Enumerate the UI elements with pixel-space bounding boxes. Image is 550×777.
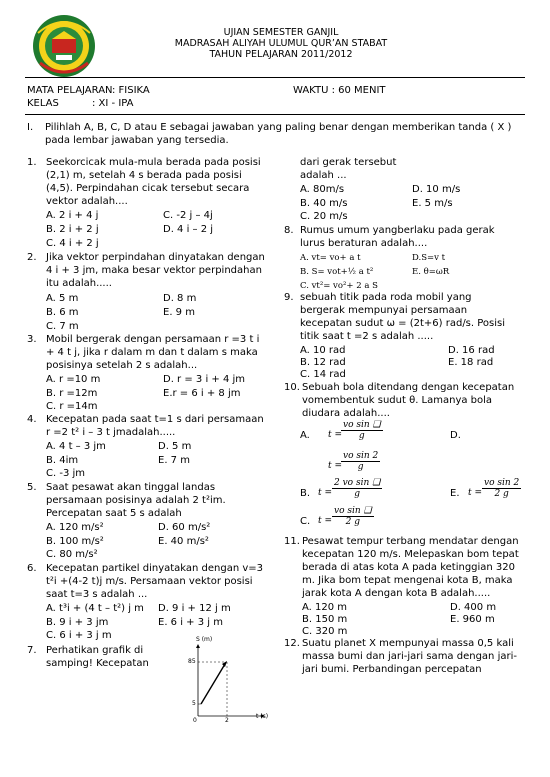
question-text: t²i +(4-2 t)j m/s. Persamaan vektor posisi <box>46 576 253 587</box>
question-text: Mobil bergerak dengan persamaan r =3 t i <box>46 334 260 345</box>
exam-title: UJIAN SEMESTER GANJIL <box>223 27 339 38</box>
option-e: E. 960 m <box>450 614 495 625</box>
header-divider <box>25 77 525 78</box>
time-label: WAKTU : 60 MENIT <box>293 85 386 96</box>
option-a: A. 5 m <box>46 293 79 304</box>
option-e: E. 9 m <box>163 307 195 318</box>
option-e: E. 40 m/s² <box>158 536 209 547</box>
question-number: 6. <box>27 563 37 574</box>
option-c: C. <box>300 516 311 527</box>
formula-d <box>341 451 380 472</box>
option-c: C. 20 m/s <box>300 211 348 222</box>
graph-x-tick: 2 <box>225 717 229 724</box>
option-c: C. 80 m/s² <box>46 549 98 560</box>
option-b: B. r =12m <box>46 388 98 399</box>
school-name: MADRASAH ALIYAH ULUMUL QUR’AN STABAT <box>174 38 388 49</box>
option-d: D.S=v t <box>412 253 446 263</box>
option-a: A. r =10 m <box>46 374 101 385</box>
option-c: C. -2 j – 4j <box>163 210 213 221</box>
question-text: kecepatan 120 m/s. Melepaskan bom tepat <box>302 549 519 560</box>
option-e: E.r = 6 i + 8 jm <box>163 388 241 399</box>
question-number: 7. <box>27 645 37 656</box>
formula-denominator: 2 g <box>494 489 509 499</box>
formula-numerator: vo sin 2 <box>343 451 379 461</box>
option-d: D. 9 i + 12 j m <box>158 603 231 614</box>
question-text: Sebuah bola ditendang dengan kecepatan <box>302 382 515 393</box>
info-divider <box>25 114 525 115</box>
option-a: A. t³i + (4 t – t²) j m <box>46 603 144 614</box>
option-b: B. S= vot+½ a t² <box>300 267 374 277</box>
question-number: 3. <box>27 334 37 345</box>
option-d: D. 5 m <box>158 441 192 452</box>
question-text: persamaan posisinya adalah 2 t²im. <box>46 495 226 506</box>
equation-lhs: t = <box>328 430 343 440</box>
option-e: E. 7 m <box>158 455 190 466</box>
instruction-line: Pilihlah A, B, C, D atau E sebagai jawaban yang paling benar dengan memberikan tanda ( X ) <box>45 122 512 133</box>
school-year: TAHUN PELAJARAN 2011/2012 <box>209 49 353 60</box>
formula-b <box>332 478 382 499</box>
question-number: 11. <box>284 536 300 547</box>
formula-a <box>341 420 383 441</box>
equation-lhs: t = <box>318 516 333 526</box>
option-e: E. θ=ωR <box>412 267 450 277</box>
option-a: A. 120 m <box>302 602 348 613</box>
option-b: B. 150 m <box>302 614 348 625</box>
equation-lhs: t = <box>318 488 333 498</box>
question-text: Pesawat tempur terbang mendatar dengan <box>302 536 519 547</box>
question-number: 12. <box>284 638 300 649</box>
class-value: : XI - IPA <box>92 98 134 109</box>
option-e: E. 18 rad <box>448 357 494 368</box>
question-text: vomembentuk sudut θ. Lamanya bola <box>302 395 493 406</box>
option-a: A. <box>300 430 310 441</box>
question-text: diudara adalah.... <box>302 408 390 419</box>
option-b: B. 12 rad <box>300 357 346 368</box>
option-b: B. 40 m/s <box>300 198 348 209</box>
question-text: dari gerak tersebut <box>300 157 397 168</box>
question-text: Kecepatan partikel dinyatakan dengan v=3 <box>46 563 264 574</box>
question-number: 9. <box>284 292 294 303</box>
question-text: + 4 t j, jika r dalam m dan t dalam s maka <box>46 347 258 358</box>
formula-denominator: 2 g <box>345 517 360 527</box>
question-text: jari bumi. Perbandingan percepatan <box>302 664 482 675</box>
question-number: 10. <box>284 382 300 393</box>
question-number: 4. <box>27 414 37 425</box>
option-b: B. 6 m <box>46 307 79 318</box>
question-text: Percepatan saat 5 s adalah <box>46 508 182 519</box>
option-d: D. <box>450 430 461 441</box>
equation-lhs: t = <box>468 488 483 498</box>
question-text: saat t=3 s adalah ... <box>46 589 148 600</box>
question-text: r =2 t² i – 3 t jmadalah..... <box>46 427 176 438</box>
formula-denominator: g <box>354 489 360 499</box>
option-b: B. <box>300 488 311 499</box>
question-text: Rumus umum yangberlaku pada gerak <box>300 225 495 236</box>
option-a: A. 10 rad <box>300 345 346 356</box>
option-c: C. 14 rad <box>300 369 346 380</box>
option-a: A. vt= vo+ a t <box>300 253 361 263</box>
school-logo <box>30 13 98 79</box>
option-e: C. 4 i + 2 j <box>46 238 99 249</box>
option-e: E. 5 m/s <box>412 198 453 209</box>
question-text: (2,1) m, setelah 4 s berada pada posisi <box>46 170 242 181</box>
question-text: Jika vektor perpindahan dinyatakan dengan <box>46 252 265 263</box>
option-d: D. 10 m/s <box>412 184 461 195</box>
question-text: adalah ... <box>300 170 347 181</box>
formula-numerator: vo sin 2 <box>484 478 520 488</box>
question-text: berada di atas kota A pada ketinggian 320 <box>302 562 516 573</box>
question-text: kecepatan sudut ω = (2t+6) rad/s. Posisi <box>300 318 506 329</box>
formula-denominator: g <box>357 462 364 472</box>
option-c: C. 7 m <box>46 321 79 332</box>
class-label: KELAS <box>27 98 59 109</box>
question-text: massa bumi dan jari-jari sama dengan jari- <box>302 651 517 662</box>
option-d: D. 8 m <box>163 293 197 304</box>
question-text: m. Jika bom tepat mengenai kota B, maka <box>302 575 513 586</box>
question-text: Seekorcicak mula-mula berada pada posisi <box>46 157 261 168</box>
question-text: lurus beraturan adalah.... <box>300 238 428 249</box>
option-b: B. 100 m/s² <box>46 536 104 547</box>
formula-c <box>332 506 374 527</box>
option-c: C. -3 jm <box>46 468 86 479</box>
option-a: A. 2 i + 4 j <box>46 210 99 221</box>
option-b: B. 4im <box>46 455 79 466</box>
question-text: vektor adalah.... <box>46 196 128 207</box>
question-text: itu adalah..... <box>46 278 112 289</box>
option-d: D. 4 i – 2 j <box>163 224 214 235</box>
option-c: C. 320 m <box>302 626 348 637</box>
graph-x-origin: 0 <box>193 717 197 724</box>
question-number: 8. <box>284 225 294 236</box>
question-number: 1. <box>27 157 37 168</box>
subject-value: : FISIKA <box>112 85 150 96</box>
formula-numerator: vo sin ❑ <box>343 420 381 430</box>
subject-label: MATA PELAJARAN <box>27 85 113 96</box>
instruction-number: I. <box>27 122 34 133</box>
option-d: D. 60 m/s² <box>158 522 211 533</box>
graph-y-tick-top: 85 <box>188 658 196 665</box>
formula-denominator: g <box>358 431 365 441</box>
option-c: C. vt²= vo²+ 2 a S <box>300 281 378 291</box>
question-number: 2. <box>27 252 37 263</box>
option-d: D. 400 m <box>450 602 497 613</box>
option-e: E. <box>450 488 460 499</box>
position-time-graph <box>183 638 273 723</box>
option-b: B. 9 i + 3 jm <box>46 617 109 628</box>
option-b: B. 2 i + 2 j <box>46 224 99 235</box>
question-text: Kecepatan pada saat t=1 s dari persamaan <box>46 414 264 425</box>
question-text: Perhatikan grafik di <box>46 645 144 656</box>
graph-y-tick-low: 5 <box>192 700 196 707</box>
question-text: bergerak mempunyai persamaan <box>300 305 468 316</box>
question-text: posisinya setelah 2 s adalah... <box>46 360 198 371</box>
question-text: sebuah titik pada roda mobil yang <box>300 292 472 303</box>
question-text: samping! Kecepatan <box>46 658 149 669</box>
formula-numerator: vo sin ❑ <box>334 506 372 516</box>
question-number: 5. <box>27 482 37 493</box>
option-a: A. 80m/s <box>300 184 345 195</box>
option-e: E. 6 i + 3 j m <box>158 617 223 628</box>
option-d: D. r = 3 i + 4 jm <box>163 374 246 385</box>
formula-e <box>482 478 521 499</box>
option-a: A. 4 t – 3 jm <box>46 441 106 452</box>
question-text: 4 i + 3 jm, maka besar vektor perpindahan <box>46 265 262 276</box>
graph-x-axis-label: t (s) <box>256 713 269 720</box>
instruction-line: pada lembar jawaban yang tersedia. <box>45 135 229 146</box>
question-text: titik saat t =2 s adalah ..... <box>300 331 434 342</box>
graph-y-axis-label: S (m) <box>196 636 213 643</box>
equation-lhs: t = <box>328 461 343 471</box>
question-text: Suatu planet X mempunyai massa 0,5 kali <box>302 638 514 649</box>
option-c: C. 6 i + 3 j m <box>46 630 112 641</box>
option-c: C. r =14m <box>46 401 98 412</box>
question-text: jarak kota A dengan kota B adalah..... <box>302 588 491 599</box>
option-d: D. 16 rad <box>448 345 495 356</box>
formula-numerator: 2 vo sin ❑ <box>334 478 381 488</box>
question-text: (4,5). Perpindahan cicak tersebut secara <box>46 183 250 194</box>
option-a: A. 120 m/s² <box>46 522 104 533</box>
question-text: Saat pesawat akan tinggal landas <box>46 482 216 493</box>
